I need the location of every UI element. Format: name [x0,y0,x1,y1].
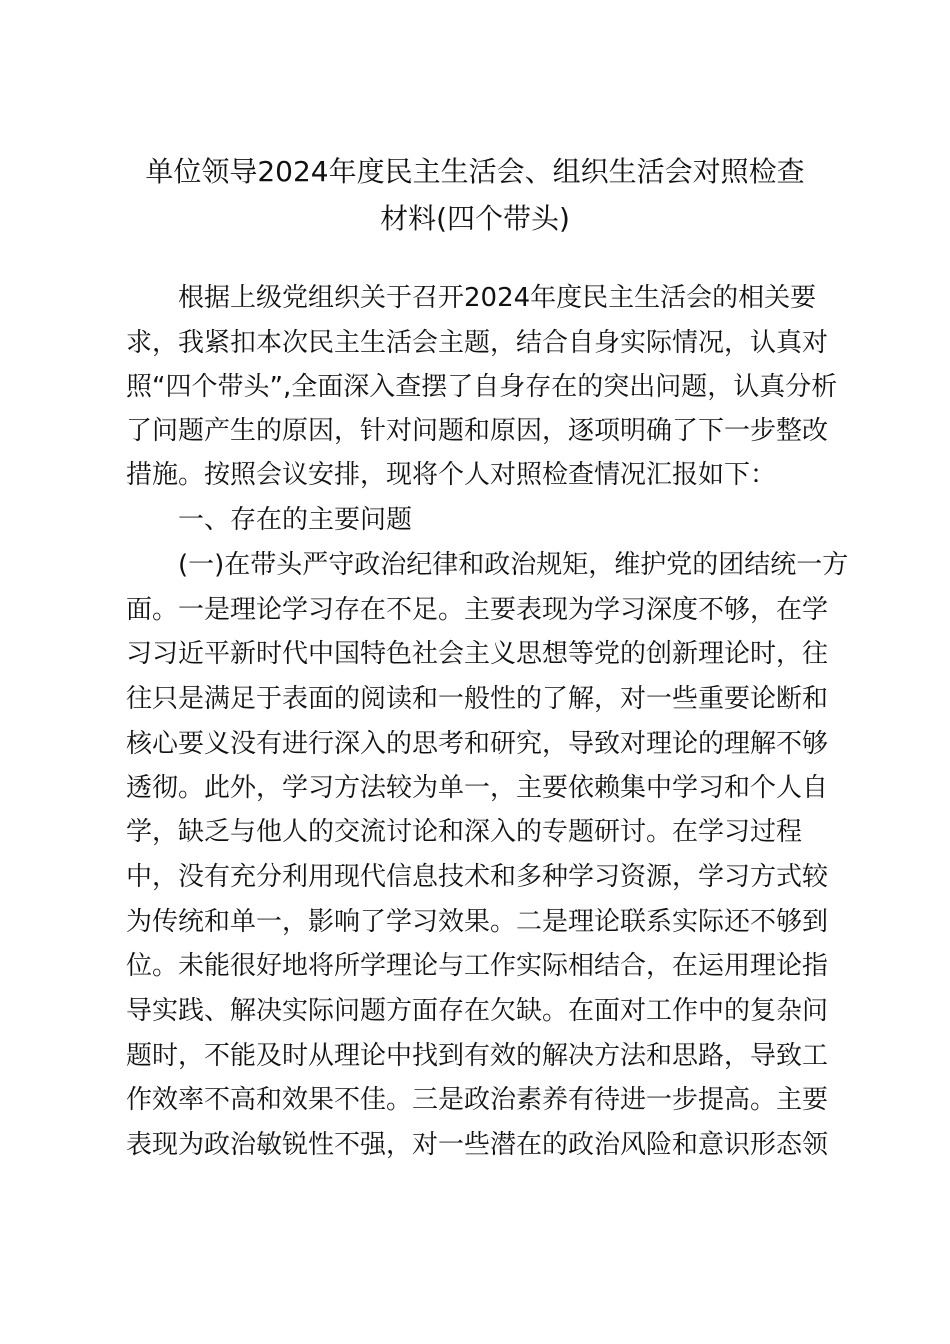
paragraph-line: 措施。按照会议安排，现将个人对照检查情况汇报如下： [126,460,777,490]
paragraph-line: 为传统和单一，影响了学习效果。二是理论联系实际还不够到 [126,907,829,937]
paragraph-line: 核心要义没有进行深入的思考和研究，导致对理论的理解不够 [126,729,829,759]
document-title-line-2: 材料(四个带头) [380,202,570,235]
paragraph-line: 往只是满足于表面的阅读和一般性的了解，对一些重要论断和 [126,684,829,714]
paragraph-line: 了问题产生的原因，针对问题和原因，逐项明确了下一步整改 [126,416,829,446]
document-title-line-1: 单位领导2024年度民主生活会、组织生活会对照检查 [145,155,805,188]
paragraph-line: 学，缺乏与他人的交流讨论和深入的专题研讨。在学习过程 [126,817,803,847]
paragraph-line: 习习近平新时代中国特色社会主义思想等党的创新理论时，往 [126,639,829,669]
paragraph-line: 照“四个带头”,全面深入查摆了自身存在的突出问题，认真分析 [126,372,838,402]
paragraph-line: (一)在带头严守政治纪律和政治规矩，维护党的团结统一方 [178,550,849,580]
paragraph-line: 求，我紧扣本次民主生活会主题，结合自身实际情况，认真对 [126,328,829,358]
paragraph-line: 表现为政治敏锐性不强，对一些潜在的政治风险和意识形态领 [126,1130,829,1160]
paragraph-line: 根据上级党组织关于召开2024年度民主生活会的相关要 [178,283,817,313]
paragraph-line: 面。一是理论学习存在不足。主要表现为学习深度不够，在学 [126,595,829,625]
paragraph-line: 中，没有充分利用现代信息技术和多种学习资源，学习方式较 [126,862,829,892]
section-heading: 一、存在的主要问题 [178,505,413,535]
paragraph-line: 透彻。此外，学习方法较为单一，主要依赖集中学习和个人自 [126,773,829,803]
paragraph-line: 题时，不能及时从理论中找到有效的解决方法和思路，导致工 [126,1041,829,1071]
paragraph-line: 位。未能很好地将所学理论与工作实际相结合，在运用理论指 [126,951,829,981]
paragraph-line: 导实践、解决实际问题方面存在欠缺。在面对工作中的复杂问 [126,996,829,1026]
paragraph-line: 作效率不高和效果不佳。三是政治素养有待进一步提高。主要 [126,1085,829,1115]
